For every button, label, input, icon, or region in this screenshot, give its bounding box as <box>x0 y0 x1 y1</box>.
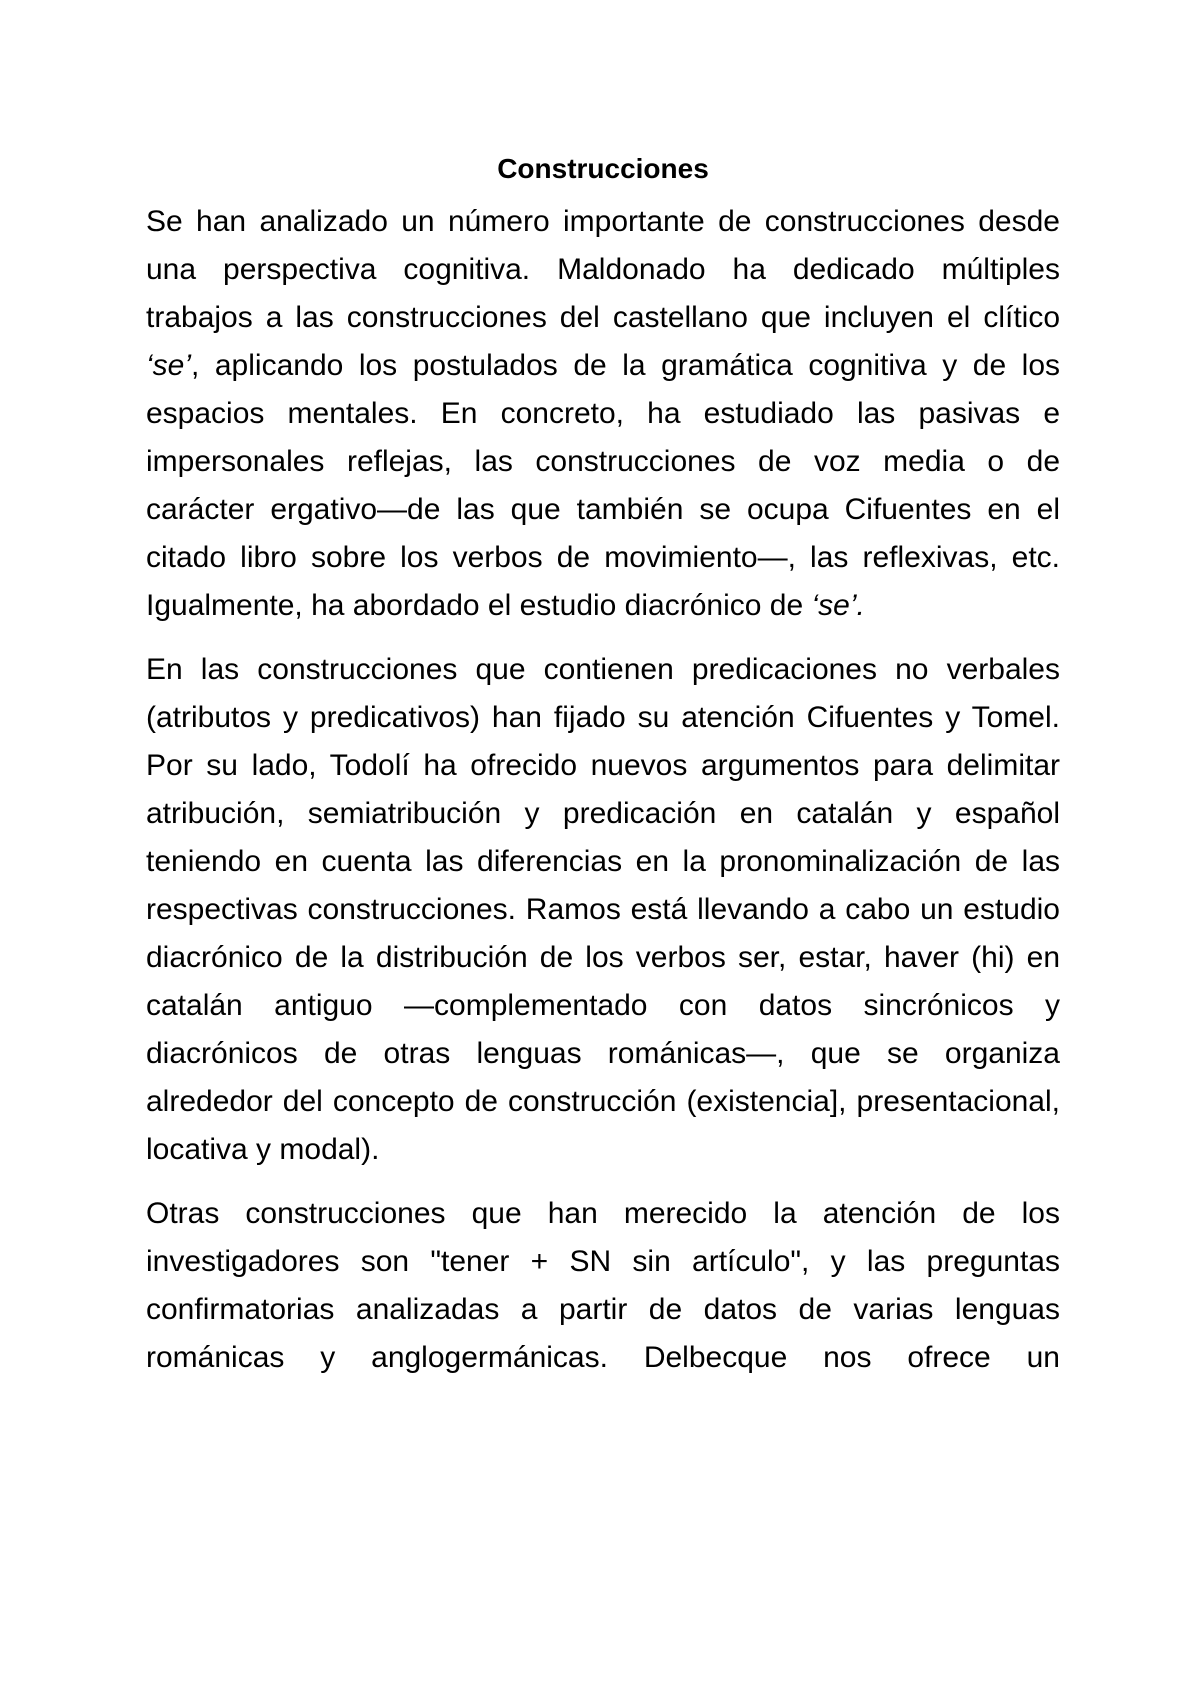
document-body <box>146 148 1060 1382</box>
paragraph-2 <box>146 646 1060 1174</box>
paragraph-1-text-a: Se han analizado un número importante de construcciones desde una perspectiva cognitiva. Maldonado ha dedicado múltiples trabajos a las construcciones del castellano que incluyen el clítico <box>146 205 1060 334</box>
paragraph-1-italic-se: ‘se’ <box>146 349 192 382</box>
paragraph-3 <box>146 1190 1060 1382</box>
paragraph-1 <box>146 198 1060 630</box>
paragraph-1-italic-se-end: ‘se’. <box>811 589 865 622</box>
paragraph-3-text: Otras construcciones que han merecido la atención de los investigadores son "tener + SN sin artículo", y las preguntas confirmatorias analizadas a partir de datos de varias lenguas románicas y anglogermánicas. Delbecque nos ofrece un <box>146 1197 1060 1374</box>
paragraph-2-text: En las construcciones que contienen predicaciones no verbales (atributos y predicativos) han fijado su atención Cifuentes y Tomel. Por su lado, Todolí ha ofrecido nuevos argumentos para delimitar atribución, semiatribución y predicación en catalán y español teniendo en cuenta las diferencias en la pronominalización de las respectivas construcciones. Ramos está llevando a cabo un estudio diacrónico de la distribución de los verbos ser, estar, haver (hi) en catalán antiguo —complementado con datos sincrónicos y diacrónicos de otras lenguas románicas—, que se organiza alrededor del concepto de construcción (existencia], presentacional, locativa y modal). <box>146 653 1060 1166</box>
paragraph-1-text-b: , aplicando los postulados de la gramática cognitiva y de los espacios mentales. En concreto, ha estudiado las pasivas e impersonales reflejas, las construcciones de voz media o de carácter ergativo—de las que también se ocupa Cifuentes en el citado libro sobre los verbos de movimiento—, las reflexivas, etc. Igualmente, ha abordado el estudio diacrónico de <box>146 349 1060 622</box>
document-title: Construcciones <box>497 153 709 184</box>
